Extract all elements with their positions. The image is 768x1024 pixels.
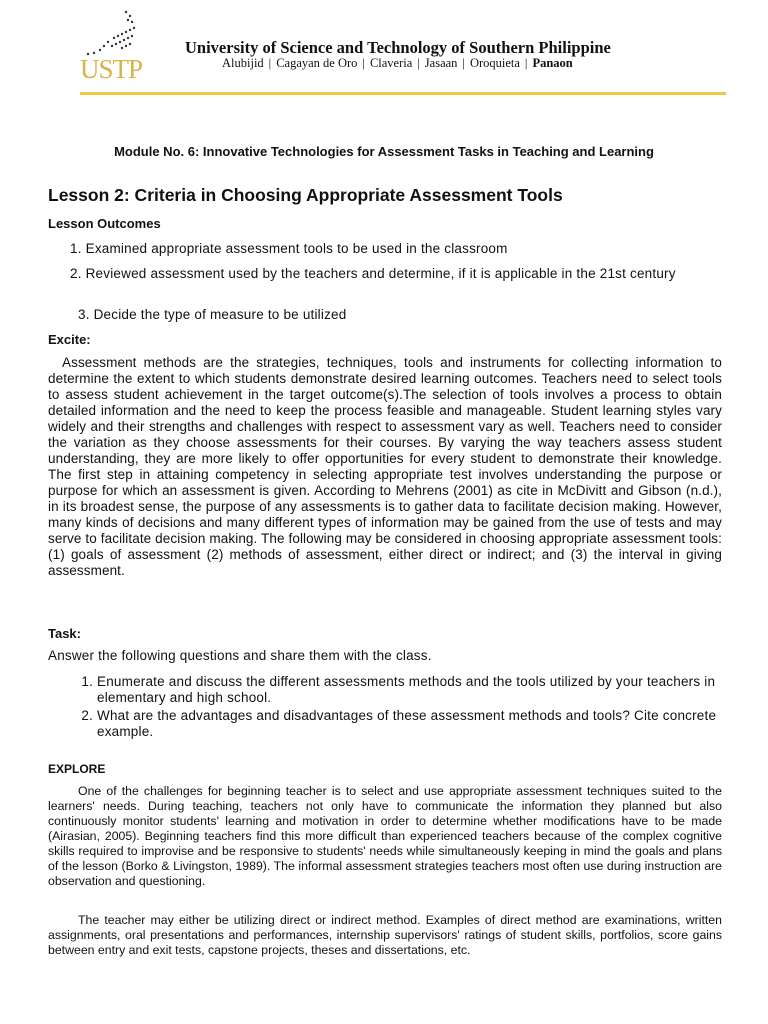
- campus: Alubijid: [222, 56, 264, 70]
- outcomes-heading: Lesson Outcomes: [48, 216, 161, 231]
- campus: Oroquieta: [469, 56, 520, 70]
- explore-paragraph: One of the challenges for beginning teacher is to select and use appropriate assessment techniques suited to the learners' needs. During teaching, teachers not only have to communicate the information they planned but also continuously monitor students' learning and motivation in order to determine whether modifications have to be made (Airasian, 2005). Beginning teachers find this more difficult than experienced teachers because of the complex cognitive skills required to improvise and be responsive to students' needs while simultaneously keeping in mind the goals and plans of the lesson (Borko & Livingston, 1989). The informal assessment strategies teachers most often use during instruction are observation and questioning.: [48, 784, 722, 888]
- excite-heading: Excite:: [48, 332, 91, 347]
- module-title: Module No. 6: Innovative Technologies for Assessment Tasks in Teaching and Learning: [114, 144, 654, 159]
- ustp-logo: USTP: [78, 6, 158, 84]
- header-divider: [80, 92, 726, 95]
- explore-paragraph: The teacher may either be utilizing direct or indirect method. Examples of direct method are examinations, written assignments, oral presentations and performances, internship supervisors' ratings of student skills, portfolios, score gains between entry and exit tests, capstone projects, theses and dissertations, etc.: [48, 913, 722, 957]
- task-item: 2. What are the advantages and disadvantages of these assessment methods and tools? Cite concrete example.: [97, 708, 722, 740]
- task-heading: Task:: [48, 626, 81, 641]
- campus: Claveria: [369, 56, 413, 70]
- task-item: 1. Enumerate and discuss the different assessments methods and the tools utilized by your teachers in elementary and high school.: [97, 674, 722, 706]
- lesson-title: Lesson 2: Criteria in Choosing Appropriate Assessment Tools: [48, 185, 563, 205]
- campus: Panaon: [532, 56, 573, 70]
- excite-paragraph: Assessment methods are the strategies, techniques, tools and instruments for collecting information to determine the extent to which students demonstrate desired learning outcomes. Teachers need to select tools to assess student achievement in the target outcome(s).The selection of tools involves a process to obtain detailed information and the need to keep the process feasible and manageable. Student learning styles vary widely and their strengths and challenges with respect to assessment vary as well. Teachers need to consider the variation as they choose assessments for their courses. By varying the way teachers assess student understanding, they are more likely to offer opportunities for every student to demonstrate their knowledge. The first step in attaining competency in selecting appropriate test involves understanding the purpose or purpose for which an assessment is given. According to Mehrens (2001) as cite in McDivitt and Gibson (n.d.), in its broadest sense, the purpose of any assessments is to gather data to facilitate decision making. However, many kinds of decisions and many different types of information may be gained from the use of tests and may serve to facilitate decision making. The following may be considered in choosing appropriate assessment tools: (1) goals of assessment (2) methods of assessment, either direct or indirect; and (3) the interval in giving assessment.: [48, 355, 722, 578]
- campus: Jasaan: [424, 56, 458, 70]
- campus: Cagayan de Oro: [276, 56, 358, 70]
- university-name: University of Science and Technology of Southern Philippine: [185, 38, 611, 57]
- outcome-item: 2. Reviewed assessment used by the teachers and determine, if it is applicable in the 21st century: [70, 266, 676, 281]
- explore-heading: EXPLORE: [48, 762, 106, 776]
- outcome-item: 1. Examined appropriate assessment tools to be used in the classroom: [70, 241, 508, 256]
- task-list: [97, 674, 722, 740]
- campus-list: Alubijid | Cagayan de Oro | Claveria | Jasaan | Oroquieta | Panaon: [222, 56, 573, 70]
- outcome-item: 3. Decide the type of measure to be utilized: [78, 307, 347, 322]
- task-intro: Answer the following questions and share them with the class.: [48, 648, 432, 663]
- logo-dots-icon: [78, 6, 158, 56]
